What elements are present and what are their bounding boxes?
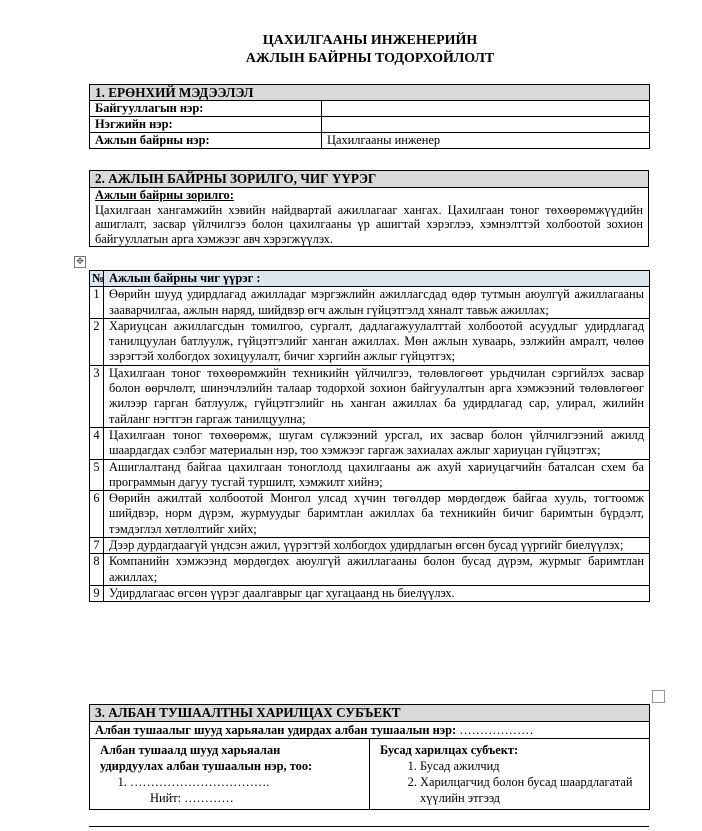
org-name-label: Байгууллагын нэр: xyxy=(90,101,322,117)
duty-number: 1 xyxy=(90,287,104,319)
duty-number: 8 xyxy=(90,554,104,586)
duty-text: Өөрийн ажилтай холбоотой Монгол улсад хүчин төгөлдөр мөрдөгдөж байгаа хууль, тогтоомж шийдвэр, норм дүрэм, журмуудыг баримтлан ажиллах ба техникийн бичиг баримтын бүрдэлт, тэмдэглэл хөтлөлтийг хийх; xyxy=(104,491,650,538)
other-subject-item: 2. Харилцагчид болон бусад шаардлагатай хүүлийн этгээд xyxy=(420,774,639,806)
duty-row xyxy=(90,459,650,491)
purpose-table xyxy=(89,170,649,247)
table-row xyxy=(90,133,650,149)
row-end-marker xyxy=(652,690,665,703)
subordinates-title-line2: удирдуулах албан тушаалын нэр, тоо: xyxy=(100,759,313,773)
next-table-top-border xyxy=(89,826,649,827)
general-info-table xyxy=(89,84,650,149)
duty-number: 2 xyxy=(90,318,104,365)
duties-header: Ажлын байрны чиг үүрэг : xyxy=(104,271,650,287)
doc-title-line1: ЦАХИЛГААНЫ ИНЖЕНЕРИЙН xyxy=(262,33,478,48)
duty-row xyxy=(90,585,650,601)
purpose-label: Ажлын байрны зорилго: xyxy=(95,188,234,202)
duty-row xyxy=(90,491,650,538)
other-subject-item: 1. Бусад ажилчид xyxy=(420,758,639,774)
subject-table xyxy=(89,704,650,810)
duty-row xyxy=(90,365,650,427)
table-row xyxy=(90,101,650,117)
purpose-text: Цахилгаан хангамжийн хэвийн найдвартай ажиллагааг хангах. Цахилгаан тоног төхөөрөмжүүдийн ашиглалт, засвар үйлчилгээ болон цахилгааны үр ашигтай хэрэглээ, хэмнэлттэй холбоотой зохион байгууллатын арга хэмжээг авч хэрэгжүүлэх. xyxy=(95,202,643,246)
subordinates-cell xyxy=(90,739,370,810)
duty-row xyxy=(90,287,650,319)
subordinates-total[interactable]: Нийт: ………… xyxy=(150,791,234,805)
duty-number: 9 xyxy=(90,585,104,601)
duty-text: Цахилгаан тоног төхөөрөмжийн техникийн үйлчилгээ, төлөвлөгөөт урьдчилан сэргийлэх засвар болон өөрчлөлт, шинэчлэлийн талаар тодорхой зохион байгуулалтын арга хэмжээний төлөвлөгөөг жилээр гарган батлуулж, гүйцэтгэлийг нь ханган ажиллах ба удирдлагад сар, улирал, жилийн тайланг нэгтгэн гаргаж танилцуулна; xyxy=(104,365,650,427)
table-move-handle-icon[interactable]: ✥ xyxy=(74,256,86,268)
duty-text: Ашиглалтанд байгаа цахилгаан тоноглолд цахилгааны аж ахуй хариуцагчийн баталсан схем ба программын дагуу тусгай туршилт, хэмжилт хийнэ; xyxy=(104,459,650,491)
duty-row xyxy=(90,554,650,586)
other-subjects-cell xyxy=(370,739,650,810)
duty-text: Өөрийн шууд удирдлагад ажилладаг мэргэжлийн ажиллагсдад өдөр тутмын аюулгүй ажиллагааны зааварчилгаа, ажлын наряд, шийдвэр өгч ажлын гүйцэтгэлд хяналт тавьж ажиллах; xyxy=(104,287,650,319)
duty-row xyxy=(90,538,650,554)
position-name-label: Ажлын байрны нэр: xyxy=(90,133,322,149)
subordinate-item[interactable]: 1. ……………………………. xyxy=(130,774,359,790)
doc-title-line2: АЖЛЫН БАЙРНЫ ТОДОРХОЙЛОЛТ xyxy=(245,51,495,66)
duty-text: Удирдлагаас өгсөн үүрэг даалгаврыг цаг хугацаанд нь биелүүлэх. xyxy=(104,585,650,601)
duties-table xyxy=(89,270,650,602)
duty-number: 6 xyxy=(90,491,104,538)
section2-header: 2. АЖЛЫН БАЙРНЫ ЗОРИЛГО, ЧИГ ҮҮРЭГ xyxy=(90,171,649,188)
section1-header: 1. ЕРӨНХИЙ МЭДЭЭЛЭЛ xyxy=(90,85,650,101)
duties-num-header: № xyxy=(90,271,104,287)
direct-supervisor-row xyxy=(90,722,650,739)
direct-supervisor-label: Албан тушаалыг шууд харьяалан удирдах албан тушаалын нэр: xyxy=(95,723,457,737)
duty-row xyxy=(90,427,650,459)
duty-number: 7 xyxy=(90,538,104,554)
subordinates-title-line1: Албан тушаалд шууд харьяалан xyxy=(100,743,281,757)
purpose-cell xyxy=(90,188,649,247)
table-row xyxy=(90,117,650,133)
duty-text: Дээр дурдагдаагүй үндсэн ажил, үүрэгтэй холбогдох удирдлагын өгсөн бусад үүргийг биелүүлэх; xyxy=(104,538,650,554)
duty-text: Хариуцсан ажиллагсдын томилгоо, сургалт, дадлагажуулалттай холбоотой асуудлыг удирдлагад танилцуулан батлуулж, гүйцэтгэлийг ханган ажиллах. Мөн ажлын хуваарь, ээлжийн амралт, чөлөө зэрэгтэй холбогдох зохицуулалт, бичиг хэргийн ажлыг гүйцэтгэх; xyxy=(104,318,650,365)
other-subjects-title: Бусад харилцах субъект: xyxy=(380,743,519,757)
position-name-value[interactable]: Цахилгааны инженер xyxy=(322,133,650,149)
org-name-value[interactable] xyxy=(322,101,650,117)
duty-number: 3 xyxy=(90,365,104,427)
section3-header: 3. АЛБАН ТУШААЛТНЫ ХАРИЛЦАХ СУБЪЕКТ xyxy=(90,705,650,722)
duty-number: 5 xyxy=(90,459,104,491)
duty-row xyxy=(90,318,650,365)
unit-name-value[interactable] xyxy=(322,117,650,133)
duty-text: Компанийн хэмжээнд мөрдөгдөх аюулгүй ажиллагааны болон бусад дүрэм, журмыг баримтлан ажиллах; xyxy=(104,554,650,586)
duty-text: Цахилгаан тоног төхөөрөмж, шугам сүлжээний урсгал, их засвар болон үйлчилгээний ажилд шаардагдах сэлбэг материалын нэр, тоо хэмжээг гаргаж захиалах ажлыг хариуцан гүйцэтгэх; xyxy=(104,427,650,459)
direct-supervisor-value[interactable]: ……………… xyxy=(459,723,534,737)
duty-number: 4 xyxy=(90,427,104,459)
unit-name-label: Нэгжийн нэр: xyxy=(90,117,322,133)
